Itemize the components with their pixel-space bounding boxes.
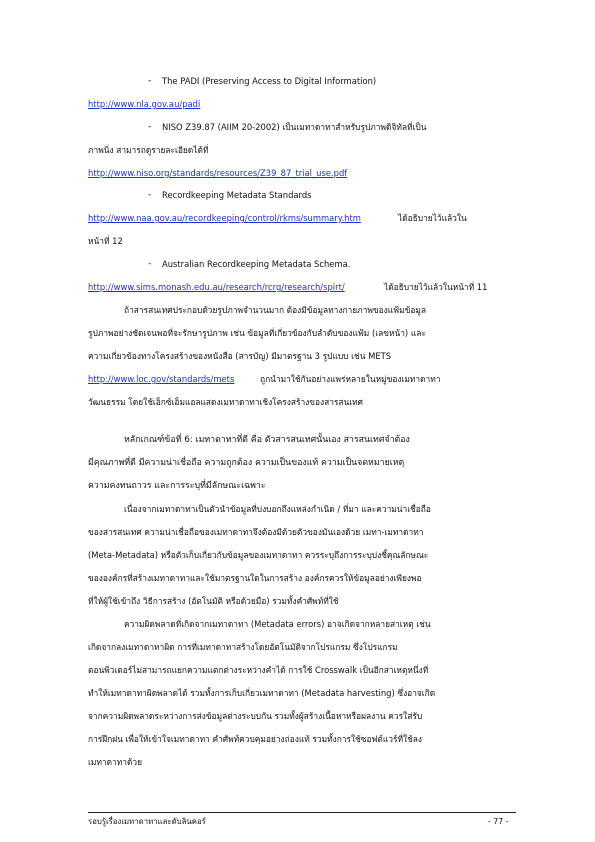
paragraph-line: การฝึกฝน เพื่อให้เข้าใจเมทาดาทา คำศัพท์ควบคุมอย่างถ่องแท้ รวมทั้งการใช้ซอฟต์แวร์ที่ใช้ลง [88,734,422,744]
list-item-text: ภาพนิ่ง สามารถดูรายละเอียดได้ที่ [88,145,209,155]
list-item-text: ได้อธิบายไว้แล้วในหน้าที่ 11 [384,282,488,292]
paragraph-line: ถ้าสารสนเทศประกอบด้วยรูปภาพจำนวนมาก ต้องมีข้อมูลทางกายภาพของแฟ้มข้อมูล [124,305,427,315]
list-dash: - [148,259,152,269]
paragraph-line: รูปภาพอย่างชัดเจนพอที่จะรักษารูปภาพ เช่น ข้อมูลที่เกี่ยวข้องกับลำดับของแฟ้ม (เลขหน้า) และ [88,328,426,338]
paragraph-line: ที่ให้ผู้ใช้เข้าถึง วิธีการสร้าง (อัตโนมัติ หรือด้วยมือ) รวมทั้งคำศัพท์ที่ใช้ [88,596,339,606]
sims-link[interactable]: http://www.sims.monash.edu.au/research/rcrg/research/spirt/ [88,282,345,292]
paragraph-line: ความผิดพลาดที่เกิดจากเมทาดาทา (Metadata errors) อาจเกิดจากหลายสาเหตุ เช่น [124,619,431,629]
list-dash: - [148,76,152,86]
list-dash: - [148,122,152,132]
paragraph-line: ทำให้เมทาดาทาผิดพลาดได้ รวมทั้งการเก็บเกี่ยวเมทาดาทา (Metadata harvesting) ซึ่งอาจเกิด [88,688,436,698]
footer-title: รอบรู้เรื่องเมทาดาทาและดับลินคอร์ [88,817,206,826]
paragraph-line: เมทาดาทาด้วย [88,757,143,767]
paragraph-line: ความคงทนถาวร และการระบุที่มีลักษณะเฉพาะ [88,481,266,491]
list-item-text: The PADI (Preserving Access to Digital Information) [162,76,377,86]
principle-heading: หลักเกณฑ์ข้อที่ 6: เมทาดาทาที่ดี คือ ตัวสารสนเทศนั้นเอง สารสนเทศจำต้อง [124,435,410,445]
mets-link[interactable]: http://www.loc.gov/standards/mets [88,374,235,384]
list-item-text: NISO Z39.87 (AIIM 20-2002) เป็นเมทาดาทาสำหรับรูปภาพดิจิทัลที่เป็น [162,122,427,132]
niso-link[interactable]: http://www.niso.org/standards/resources/Z39_87_trial_use.pdf [88,168,348,178]
list-dash: - [148,190,152,200]
paragraph-line: เนื่องจากเมทาดาทาเป็นตัวนำข้อมูลที่บ่งบอกถึงแหล่งกำเนิด / ที่มา และความน่าเชื่อถือ [124,504,431,514]
paragraph-line: วัฒนธรรม โดยใช้เอ็กซ์เอ็มแอลแสดงเมทาดาทาเชิงโครงสร้างของสารสนเทศ [88,397,363,407]
footer-rule [88,812,516,813]
paragraph-line: ตอนพิวเตอร์ไม่สามารถแยกความแตกต่างระหว่างคำได้ การใช้ Crosswalk เป็นอีกสาเหตุหนึ่งที่ [88,665,429,675]
list-item-text: Australian Recordkeeping Metadata Schema. [162,259,351,269]
padi-link[interactable]: http://www.nla.gov.au/padi [88,99,201,109]
page-number: - 77 - [488,817,509,826]
naa-link[interactable]: http://www.naa.gov.au/recordkeeping/control/rkms/summary.htm [88,213,361,223]
paragraph-line: ถูกนำมาใช้กันอย่างแพร่หลายในหมู่ของเมทาดาทา [260,374,441,384]
list-item-text: ได้อธิบายไว้แล้วใน [398,213,467,223]
paragraph-line: ความเกี่ยวข้องทางโครงสร้างของหนังสือ (สารบัญ) มีมาตรฐาน 3 รูปแบบ เช่น METS [88,351,392,361]
list-item-text: Recordkeeping Metadata Standards [162,190,312,200]
paragraph-line: (Meta-Metadata) หรือตัวเก็บเกี่ยวกับข้อมูลของเมทาดาทา ควรระบุถึงการระบุบ่งชี้คุณลักษณะ [88,550,429,560]
paragraph-line: ของสารสนเทศ ความน่าเชื่อถือของเมทาดาทาจึงต้องมีด้วยตัวของมันเองด้วย เมทา-เมทาดาทา [88,527,424,537]
paragraph-line: เกิดจากลงเมทาดาทาผิด การที่เมทาดาทาสร้างโดยอัตโนมัติจากโปรแกรม ซึ่งโปรแกรม [88,642,398,652]
list-item-text: หน้าที่ 12 [88,236,123,246]
paragraph-line: จากความผิดพลาดระหว่างการส่งข้อมูลต่างระบบกัน รวมทั้งผู้สร้างเนื้อหาหรือผลงาน ควรใส่รับ [88,711,423,721]
paragraph-line: ขององค์กรที่สร้างเมทาดาทาและใช้มาตรฐานใดในการสร้าง องค์กรควรให้ข้อมูลอย่างเพียงพอ [88,573,422,583]
paragraph-line: มีคุณภาพที่ดี มีความน่าเชื่อถือ ความถูกต้อง ความเป็นของแท้ ความเป็นจดหมายเหตุ [88,458,405,468]
